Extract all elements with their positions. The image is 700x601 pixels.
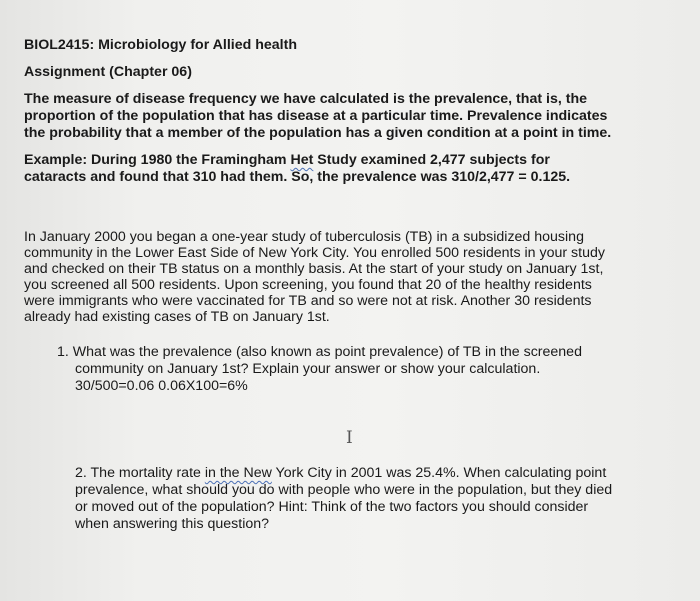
question-1-line-2: community on January 1st? Explain your answer or show your calculation.: [75, 361, 541, 377]
question-2-flagged-phrase: in the New: [204, 465, 272, 481]
example-text-cont: Study examined 2,477 subjects for: [313, 152, 550, 168]
text-cursor-icon: I: [346, 428, 353, 448]
scenario-line-3: and checked on their TB status on a monthly basis. At the start of your study on January 1st,: [24, 261, 604, 277]
intro-line-3: the probability that a member of the population has a given condition at a point in time.: [24, 125, 612, 141]
scenario-line-2: community in the Lower East Side of New York City. You enrolled 500 residents in your study: [24, 245, 605, 261]
question-1-line-1: 1. What was the prevalence (also known as point prevalence) of TB in the screened: [57, 344, 582, 360]
scenario-line-1: In January 2000 you began a one-year study of tuberculosis (TB) in a subsidized housing: [24, 229, 584, 245]
assignment-title: Assignment (Chapter 06): [24, 64, 192, 80]
example-het-word: Het: [290, 152, 314, 168]
scenario-line-6: already had existing cases of TB on January 1st.: [24, 309, 330, 325]
question-1-answer[interactable]: 30/500=0.06 0.06X100=6%: [75, 378, 248, 394]
question-2-line-2: prevalence, what should you do with people who were in the population, but they died: [75, 482, 613, 498]
question-2-text: 2. The mortality rate: [75, 465, 205, 481]
example-line-2: cataracts and found that 310 had them. So, the prevalence was 310/2,477 = 0.125.: [24, 169, 571, 185]
question-2-line-4: when answering this question?: [75, 516, 270, 532]
question-2-line-1: [75, 465, 606, 482]
example-text: Example: During 1980 the Framingham: [24, 152, 291, 168]
intro-line-1: The measure of disease frequency we have calculated is the prevalence, that is, the: [24, 91, 587, 107]
intro-line-2: proportion of the population that has disease at a particular time. Prevalence indicates: [24, 108, 608, 124]
course-title: BIOL2415: Microbiology for Allied health: [24, 37, 298, 53]
scenario-line-5: were immigrants who were vaccinated for TB and so were not at risk. Another 30 residents: [24, 293, 592, 309]
scenario-line-4: you screened all 500 residents. Upon screening, you found that 20 of the healthy residents: [24, 277, 592, 293]
example-line-1: [24, 152, 550, 169]
question-2-line-3: or moved out of the population? Hint: Think of the two factors you should consider: [75, 499, 589, 515]
question-2-text-cont: York City in 2001 was 25.4%. When calculating point: [271, 465, 607, 481]
